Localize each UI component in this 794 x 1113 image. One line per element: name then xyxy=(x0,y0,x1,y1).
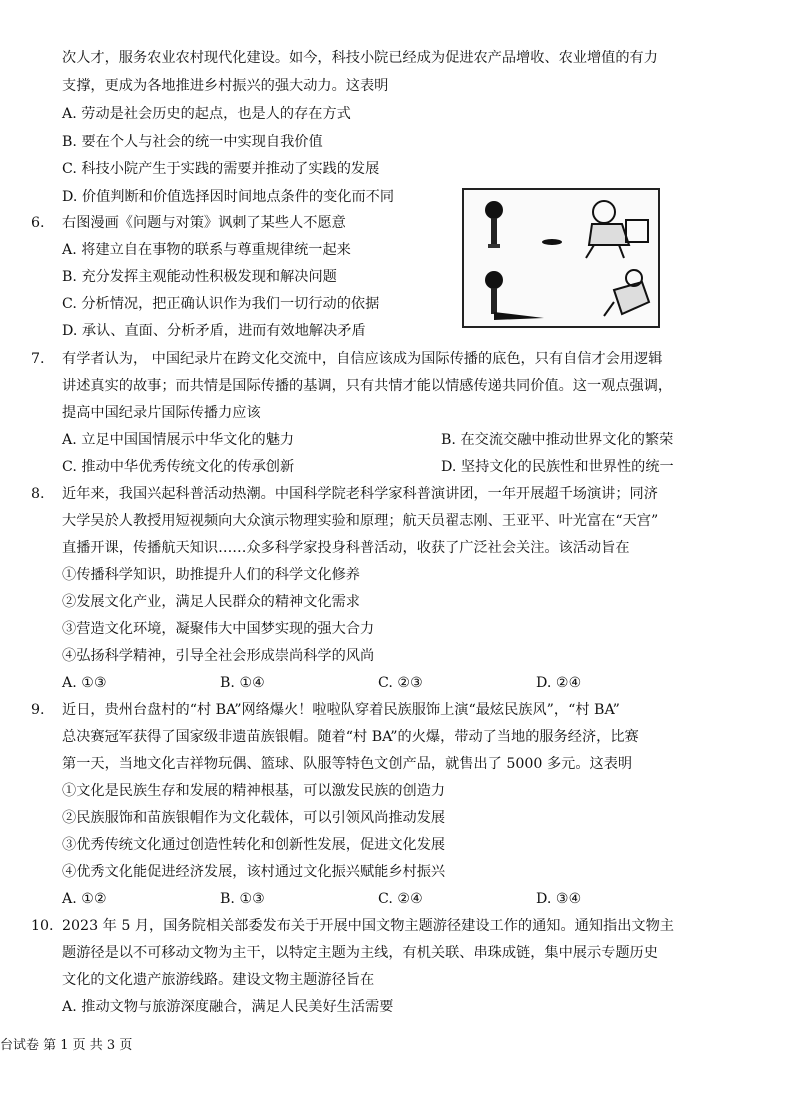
q7-stem-line: 讲述真实的故事；而共情是国际传播的基调，只有共情才能以情感传递共同价值。这一观点强调， xyxy=(62,378,673,394)
q7-number: 7. xyxy=(31,351,45,367)
q7-option-b[interactable]: B. 在交流交融中推动世界文化的繁荣 xyxy=(441,432,674,448)
q8-option-a[interactable]: A. ①③ xyxy=(62,675,107,691)
q9-stem-line: 第一天，当地文化吉祥物玩偶、篮球、队服等特色文创产品，就售出了 5000 多元。这表明 xyxy=(62,756,633,772)
q6-stem: 右图漫画《问题与对策》讽刺了某些人不愿意 xyxy=(62,215,346,231)
q9-option-d[interactable]: D. ③④ xyxy=(536,891,582,907)
q5-stem-line: 次人才，服务农业农村现代化建设。如今，科技小院已经成为促进农产品增收、农业增值的有力 xyxy=(62,50,658,66)
q9-number: 9. xyxy=(31,702,45,718)
cartoon-image xyxy=(462,188,660,328)
q9-statement-3: ③优秀传统文化通过创造性转化和创新性发展，促进文化发展 xyxy=(62,837,446,853)
q6-option-c[interactable]: C. 分析情况，把正确认识作为我们一切行动的依据 xyxy=(62,296,380,312)
q9-statement-2: ②民族服饰和苗族银帽作为文化载体，可以引领风尚推动发展 xyxy=(62,810,446,826)
q9-stem-line: 近日，贵州台盘村的“村 BA”网络爆火！啦啦队穿着民族服饰上演“最炫民族风”，“村 BA” xyxy=(62,702,620,718)
q8-statement-2: ②发展文化产业，满足人民群众的精神文化需求 xyxy=(62,594,360,610)
q10-stem-line: 文化的文化遗产旅游线路。建设文物主题游径旨在 xyxy=(62,972,375,988)
q10-option-a[interactable]: A. 推动文物与旅游深度融合，满足人民美好生活需要 xyxy=(62,999,394,1015)
q8-statement-3: ③营造文化环境，凝聚伟大中国梦实现的强大合力 xyxy=(62,621,375,637)
q8-number: 8. xyxy=(31,486,45,502)
q7-option-a[interactable]: A. 立足中国国情展示中华文化的魅力 xyxy=(62,432,295,448)
q8-option-d[interactable]: D. ②④ xyxy=(536,675,582,691)
q7-stem-line: 提高中国纪录片国际传播力应该 xyxy=(62,405,261,421)
q8-statement-1: ①传播科学知识，助推提升人们的科学文化修养 xyxy=(62,567,360,583)
q7-stem-line: 有学者认为， 中国纪录片在跨文化交流中，自信应该成为国际传播的底色，只有自信才会用逻辑 xyxy=(62,351,663,367)
q7-option-d[interactable]: D. 坚持文化的民族性和世界性的统一 xyxy=(441,459,674,475)
q9-statement-1: ①文化是民族生存和发展的精神根基，可以激发民族的创造力 xyxy=(62,783,446,799)
q9-option-a[interactable]: A. ①② xyxy=(62,891,107,907)
q9-option-c[interactable]: C. ②④ xyxy=(378,891,423,907)
q8-option-c[interactable]: C. ②③ xyxy=(378,675,423,691)
q7-option-c[interactable]: C. 推动中华优秀传统文化的传承创新 xyxy=(62,459,295,475)
q8-stem-line: 大学吴於人教授用短视频向大众演示物理实验和原理；航天员翟志刚、王亚平、叶光富在“天宫” xyxy=(62,513,659,529)
q6-number: 6. xyxy=(31,215,45,231)
q6-option-d[interactable]: D. 承认、直面、分析矛盾，进而有效地解决矛盾 xyxy=(62,323,366,339)
q5-option-d[interactable]: D. 价值判断和价值选择因时间地点条件的变化而不同 xyxy=(62,189,395,205)
q10-number: 10. xyxy=(31,918,54,934)
q10-stem-line: 题游径是以不可移动文物为主干，以特定主题为主线，有机关联、串珠成链，集中展示专题历史 xyxy=(62,945,658,961)
q8-option-b[interactable]: B. ①④ xyxy=(220,675,265,691)
q8-statement-4: ④弘扬科学精神，引导全社会形成崇尚科学的风尚 xyxy=(62,648,375,664)
q9-stem-line: 总决赛冠军获得了国家级非遗苗族银帽。随着“村 BA”的火爆，带动了当地的服务经济，比赛 xyxy=(62,729,639,745)
q6-option-b[interactable]: B. 充分发挥主观能动性积极发现和解决问题 xyxy=(62,269,337,285)
q9-statement-4: ④优秀文化能促进经济发展，该村通过文化振兴赋能乡村振兴 xyxy=(62,864,446,880)
cartoon-drawing xyxy=(464,190,658,326)
page-footer: 台试卷 第 1 页 共 3 页 xyxy=(0,1038,133,1053)
q10-stem-line: 2023 年 5 月，国务院相关部委发布关于开展中国文物主题游径建设工作的通知。通知指出文物主 xyxy=(62,918,674,934)
q5-option-b[interactable]: B. 要在个人与社会的统一中实现自我价值 xyxy=(62,134,323,150)
q8-stem-line: 近年来，我国兴起科普活动热潮。中国科学院老科学家科普演讲团，一年开展超千场演讲；同济 xyxy=(62,486,658,502)
q6-option-a[interactable]: A. 将建立自在事物的联系与尊重规律统一起来 xyxy=(62,242,351,258)
q8-stem-line: 直播开课，传播航天知识……众多科学家投身科普活动，收获了广泛社会关注。该活动旨在 xyxy=(62,540,630,556)
q5-option-c[interactable]: C. 科技小院产生于实践的需要并推动了实践的发展 xyxy=(62,161,380,177)
q9-option-b[interactable]: B. ①③ xyxy=(220,891,265,907)
q5-stem-line: 支撑，更成为各地推进乡村振兴的强大动力。这表明 xyxy=(62,78,389,94)
q5-option-a[interactable]: A. 劳动是社会历史的起点，也是人的存在方式 xyxy=(62,106,351,122)
